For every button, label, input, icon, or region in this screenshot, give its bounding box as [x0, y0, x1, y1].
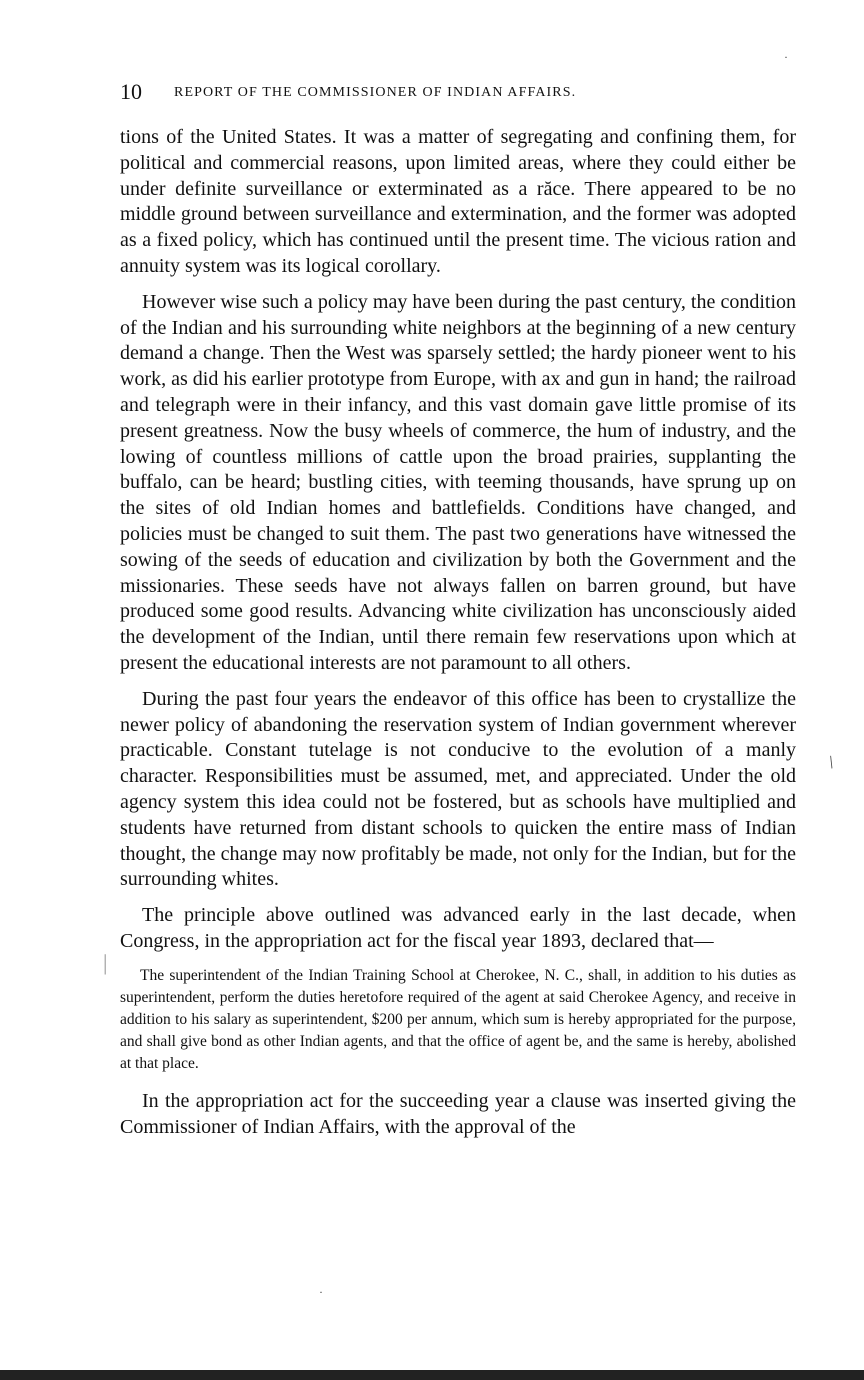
page-number: 10	[120, 79, 142, 104]
scan-mark: /	[824, 751, 838, 773]
running-title: REPORT OF THE COMMISSIONER OF INDIAN AFFAIRS.	[174, 85, 577, 100]
congress-appropriation-paragraph: The principle above outlined was advanced early in the last decade, when Congress, in the appropriation act for the fiscal year 1893, declared that—	[120, 904, 796, 952]
scan-speck: ·	[319, 1285, 323, 1299]
policy-change-paragraph: However wise such a policy may have been during the past century, the condition of the Indian and his surrounding white neighbors at the beginning of a new century demand a change. Then the West was sparsely settled; the hardy pioneer went to his work, as did his earlier prototype from Europe, with ax and gun in hand; the railroad and telegraph were in their infancy, and this vast domain gave little promise of its present greatness. Now the busy wheels of commerce, the hum of industry, and the lowing of countless millions of cattle upon the broad prairies, supplanting the buffalo, can be heard; bustling cities, with teeming thousands, have sprung up on the sites of old Indian homes and battlefields. Conditions have changed, and policies must be changed to suit them. The past two generations have witnessed the sowing of the seeds of education and civilization by both the Government and the missionaries. These seeds have not always fallen on barren ground, but have produced some good results. Advancing white civilization has unconsciously aided the development of the Indian, until there remain few reservations upon which at present the educational interests are not paramount to all others.	[120, 290, 796, 674]
reservation-policy-paragraph: During the past four years the endeavor of this office has been to crystallize the newer policy of abandoning the reservation system of Indian government wherever practicable. Constant tutelage is not conducive to the evolution of a manly character. Responsibilities must be assumed, met, and appreciated. Under the old agency system this idea could not be fostered, but as schools have multiplied and students have returned from distant schools to quicken the entire mass of Indian thought, the change may now profitably be made, not only for the Indian, but for the surrounding whites.	[120, 687, 796, 891]
succeeding-year-paragraph: In the appropriation act for the succeeding year a clause was inserted giving the Commissioner of Indian Affairs, with the approval of the	[120, 1089, 796, 1138]
scan-mark: |	[103, 950, 108, 975]
page-header	[120, 78, 796, 108]
scan-border	[0, 1370, 864, 1380]
scan-speck: ·	[784, 50, 788, 64]
continued-paragraph: tions of the United States. It was a matter of segregating and confining them, for political and commercial reasons, upon limited areas, where they could either be under definite surveillance or exterminated as a răce. There appeared to be no middle ground between surveillance and extermination, and the former was adopted as a fixed policy, which has continued until the present time. The vicious ration and annuity system was its logical corollary.	[120, 126, 796, 277]
document-page	[120, 78, 796, 1150]
quoted-appropriation-text: The superintendent of the Indian Training School at Cherokee, N. C., shall, in addition to his duties as superintendent, perform the duties heretofore required of the agent at said Cherokee Agency, and receive in addition to his salary as superintendent, $200 per annum, which sum is hereby appropriated for the purpose, and shall give bond as other Indian agents, and that the office of agent be, and the same is hereby, abolished at that place.	[120, 966, 796, 1072]
